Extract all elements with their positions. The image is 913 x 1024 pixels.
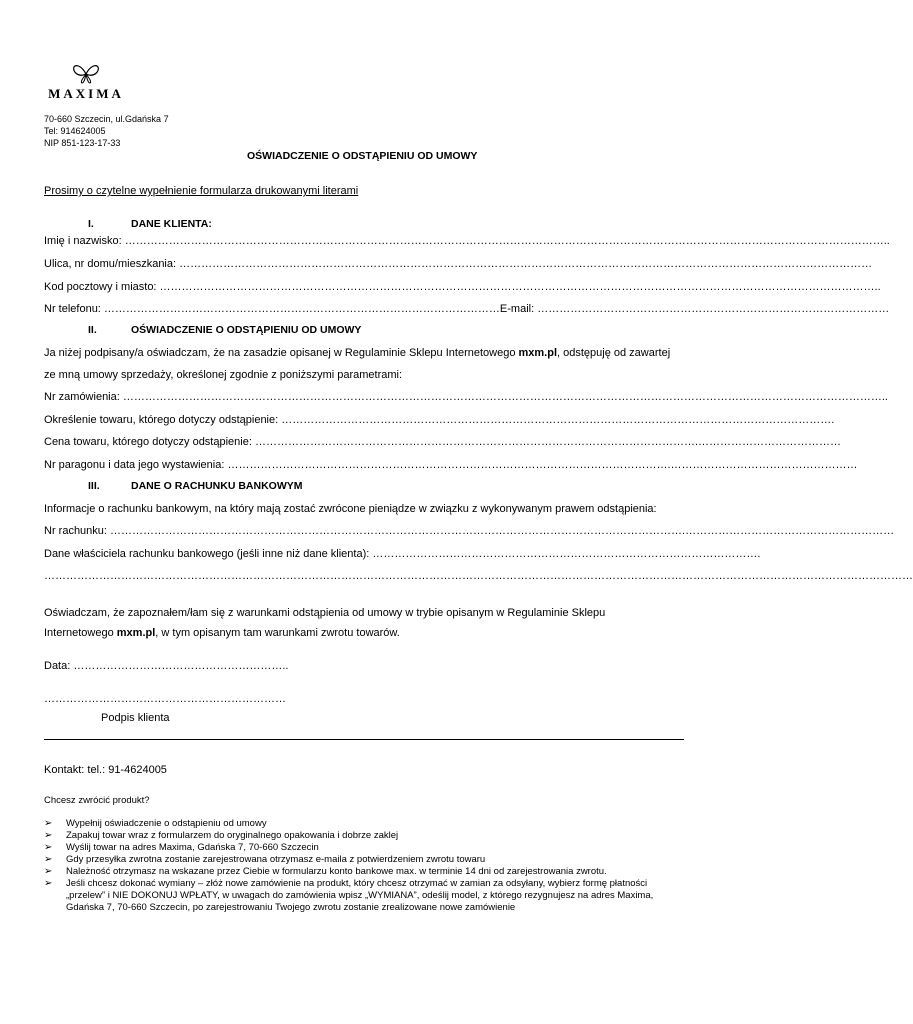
section1-number: I. — [88, 218, 94, 230]
account-owner-field[interactable]: Dane właściciela rachunku bankowego (jeśli inne niż dane klienta): ……………………………………………………………………………………………. — [44, 548, 761, 560]
section2-title: OŚWIADCZENIE O ODSTĄPIENIU OD UMOWY — [131, 324, 362, 336]
name-field[interactable]: Imię i nazwisko: ……………………………………………………………………………………………………………………………………………………………………………………….. — [44, 235, 890, 247]
arrow-bullet-icon: ➢ — [44, 854, 53, 865]
account-owner-continued-field[interactable]: ………………………………………………………………………………………………………………………………………………………………………………………………………………… — [44, 570, 913, 582]
section1-title: DANE KLIENTA: — [131, 218, 212, 230]
form-title: OŚWIADCZENIE O ODSTĄPIENIU OD UMOWY — [247, 150, 478, 162]
postal-city-field[interactable]: Kod pocztowy i miasto: …………………………………………………………………………………………………………………………………………………………………………….. — [44, 281, 881, 293]
company-phone: Tel: 914624005 — [44, 126, 106, 136]
arrow-bullet-icon: ➢ — [44, 878, 53, 889]
contact-info: Kontakt: tel.: 91-4624005 — [44, 764, 167, 776]
company-address: 70-660 Szczecin, ul.Gdańska 7 — [44, 114, 169, 124]
section2-intro-line2: ze mną umowy sprzedaży, określonej zgodnie z poniższymi parametrami: — [44, 369, 403, 381]
list-item: ➢ Należność otrzymasz na wskazane przez Ciebie w formularzu konto bankowe max. w terminie 14 dni od zarejestrowania zwrotu. — [44, 866, 607, 877]
section3-number: III. — [88, 480, 100, 492]
arrow-bullet-icon: ➢ — [44, 842, 53, 853]
section2-intro: Ja niżej podpisany/a oświadczam, że na zasadzie opisanej w Regulaminie Sklepu Internetowego mxm.pl, odstępuję od zawartej — [44, 347, 671, 359]
list-item: ➢ Zapakuj towar wraz z formularzem do oryginalnego opakowania i dobrze zaklej — [44, 830, 399, 841]
arrow-bullet-icon: ➢ — [44, 818, 53, 829]
company-logo — [44, 64, 128, 104]
date-field[interactable]: Data: ………………………………………………….. — [44, 660, 289, 672]
divider — [44, 739, 684, 740]
list-item: ➢ Gdy przesyłka zwrotna zostanie zarejestrowana otrzymasz e-maila z potwierdzeniem zwrotu towaru — [44, 854, 486, 865]
order-number-field[interactable]: Nr zamówienia: ……………………………………………………………………………………………………………………………………………………………………………………….. — [44, 391, 888, 403]
declaration-line1: Oświadczam, że zapoznałem/łam się z warunkami odstąpienia od umowy w trybie opisanym w Regulaminie Sklepu — [44, 607, 606, 619]
list-item: ➢ Wyślij towar na adres Maxima, Gdańska 7, 70-660 Szczecin — [44, 842, 319, 853]
declaration-line2: Internetowego mxm.pl, w tym opisanym tam warunkami zwrotu towarów. — [44, 627, 400, 639]
return-steps-list — [44, 818, 684, 914]
account-number-field[interactable]: Nr rachunku: ………………………………………………………………………………………………………………………………………….………………………………………………… — [44, 525, 895, 537]
signature-line[interactable]: ………………………………………………………… — [44, 693, 286, 705]
phone-email-field[interactable]: Nr telefonu: ………………………………………………………………………………………………E-mail: …………………………………………………………………………………… — [44, 303, 890, 315]
arrow-bullet-icon: ➢ — [44, 866, 53, 877]
section2-number: II. — [88, 324, 97, 336]
logo-wordmark: MAXIMA — [48, 86, 124, 101]
signature-label: Podpis klienta — [101, 712, 170, 724]
section3-intro: Informacje o rachunku bankowym, na który mają zostać zwrócone pieniądze w związku z wykonywanym prawem odstąpienia: — [44, 503, 657, 515]
arrow-bullet-icon: ➢ — [44, 830, 53, 841]
price-field[interactable]: Cena towaru, którego dotyczy odstąpienie: ………………………………………………………………………………………………………….………………………………… — [44, 436, 842, 448]
return-question: Chcesz zwrócić produkt? — [44, 795, 150, 806]
street-field[interactable]: Ulica, nr domu/mieszkania: ……………………………………………………………………………………………………………………………………………………………………… — [44, 258, 873, 270]
form-instruction: Prosimy o czytelne wypełnienie formularza drukowanymi literami — [44, 185, 359, 197]
list-item: ➢ Wypełnij oświadczenie o odstąpieniu od umowy — [44, 818, 267, 829]
receipt-field[interactable]: Nr paragonu i data jego wystawienia: ………………………………………………………………………………………………………….…………………………………………… — [44, 459, 858, 471]
butterfly-icon — [70, 64, 102, 84]
section3-title: DANE O RACHUNKU BANKOWYM — [131, 480, 303, 492]
company-nip: NIP 851-123-17-33 — [44, 138, 121, 148]
product-field[interactable]: Określenie towaru, którego dotyczy odstąpienie: ……………………………………………………………………………………………………………………………………. — [44, 414, 835, 426]
list-item: ➢ Jeśli chcesz dokonać wymiany – złóż nowe zamówienie na produkt, który chcesz otrzymać w zamian za odsyłany, wybierz formę płatności „przelew” i NIE DOKONUJ WPŁATY, w uwagach do zamówienia wpisz „WYMIANA”, odeślij model, z którego rezygnujesz na adres Maxima, Gdańska 7, 70-660 Szczecin, po zarejestrowaniu Twojego zwrotu zostanie zrealizowane nowe zamówienie — [44, 878, 654, 913]
